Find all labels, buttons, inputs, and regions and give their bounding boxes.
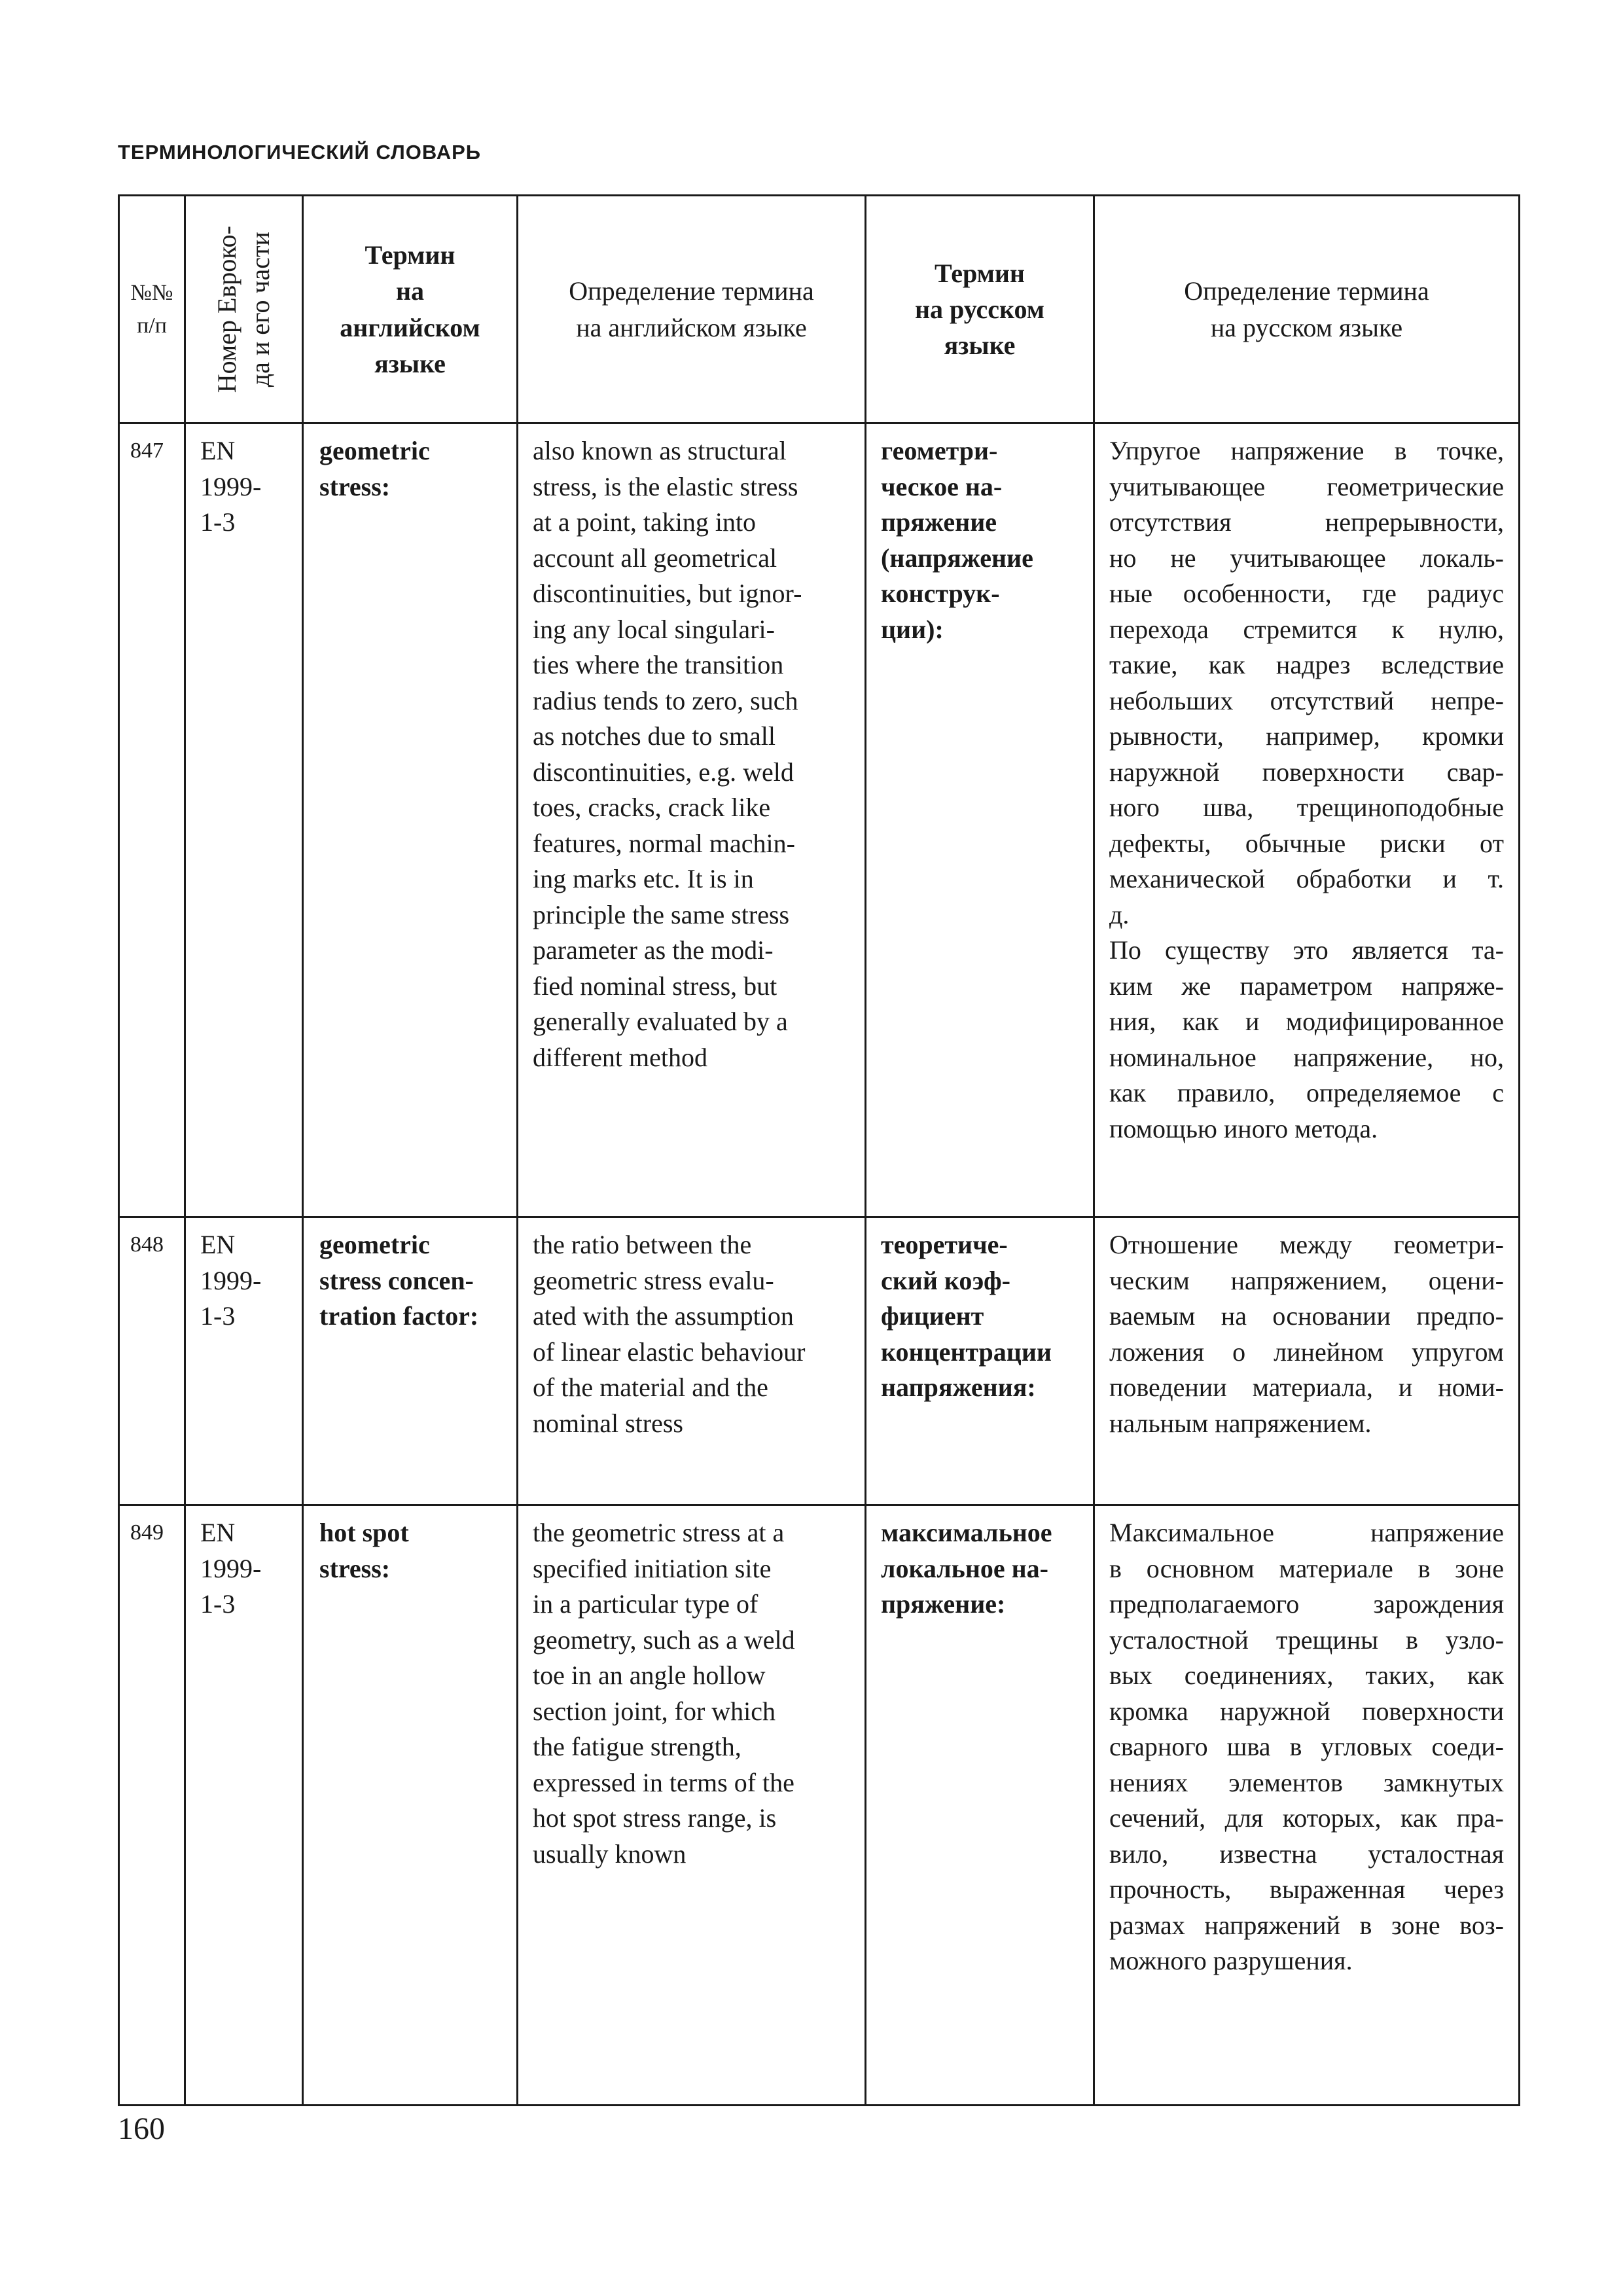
definition-en: the geometric stress at a specified initiation site in a particular type of geometry, such as a weld toe in an angle hollow section joint, for which the fatigue strength, expressed in terms of the hot spot stress range, is usually known	[518, 1505, 866, 2106]
eurocode-ref: EN 1999- 1-3	[185, 1217, 303, 1505]
term-en: geometric stress:	[303, 423, 518, 1217]
page-number: 160	[118, 2111, 165, 2146]
header-term-ru: Термин на русском языке	[866, 196, 1094, 423]
definition-en: also known as structural stress, is the elastic stress at a point, taking into account all geometrical discontinuities, but ignor- ing any local singulari- ties where the transition radius tends to zero, such as notches due to small discontinuities, e.g. weld toes, cracks, crack like features, normal machin- ing marks etc. It is in principle the same stress parameter as the modi- fied nominal stress, but generally evaluated by a different method	[518, 423, 866, 1217]
eurocode-ref: EN 1999- 1-3	[185, 1505, 303, 2106]
term-en: hot spot stress:	[303, 1505, 518, 2106]
row-number: 847	[119, 423, 185, 1217]
definition-en: the ratio between the geometric stress evalu- ated with the assumption of linear elastic behaviour of the material and the nominal stress	[518, 1217, 866, 1505]
definition-ru: Максимальное напряжение в основном материале в зоне предполагаемого зарождения усталостной трещины в узло- вых соединениях, таких, как кромка наружной поверхности сварного шва в угловых соеди- нениях элементов замкнутых сечений, для которых, как пра- вило, известна усталостная прочность, выраженная через размах напряжений в зоне воз- можного разрушения.	[1094, 1505, 1520, 2106]
glossary-table	[118, 194, 1520, 2106]
header-row	[119, 196, 1520, 423]
definition-ru: Упругое напряжение в точке, учитывающее геометрические отсутствия непрерывности, но не учитывающее локаль- ные особенности, где радиус перехода стремится к нулю, такие, как надрез вследствие небольших отсутствий непре- рывности, например, кромки наружной поверхности свар- ного шва, трещиноподобные дефекты, обычные риски от механической обработки и т. д. По существу это является та- ким же параметром напряже- ния, как и модифицированное номинальное напряжение, но, как правило, определяемое с помощью иного метода.	[1094, 423, 1520, 1217]
row-number: 849	[119, 1505, 185, 2106]
header-def-ru: Определение термина на русском языке	[1094, 196, 1520, 423]
header-eurocode: Номер Евроко- да и его части	[185, 196, 303, 423]
row-number: 848	[119, 1217, 185, 1505]
term-ru: геометри- ческое на- пряжение (напряжение конструк- ции):	[866, 423, 1094, 1217]
term-ru: теоретиче- ский коэф- фициент концентрации напряжения:	[866, 1217, 1094, 1505]
header-def-en: Определение термина на английском языке	[518, 196, 866, 423]
header-term-en: Термин на английском языке	[303, 196, 518, 423]
header-num: №№ п/п	[119, 196, 185, 423]
table-row	[119, 1217, 1520, 1505]
table-row	[119, 423, 1520, 1217]
term-en: geometric stress concen- tration factor:	[303, 1217, 518, 1505]
eurocode-ref: EN 1999- 1-3	[185, 423, 303, 1217]
term-ru: максимальное локальное на- пряжение:	[866, 1505, 1094, 2106]
definition-ru: Отношение между геометри- ческим напряжением, оцени- ваемым на основании предпо- ложения о линейном упругом поведении материала, и номи- нальным напряжением.	[1094, 1217, 1520, 1505]
running-head: ТЕРМИНОЛОГИЧЕСКИЙ СЛОВАРЬ	[118, 141, 482, 164]
table-row	[119, 1505, 1520, 2106]
